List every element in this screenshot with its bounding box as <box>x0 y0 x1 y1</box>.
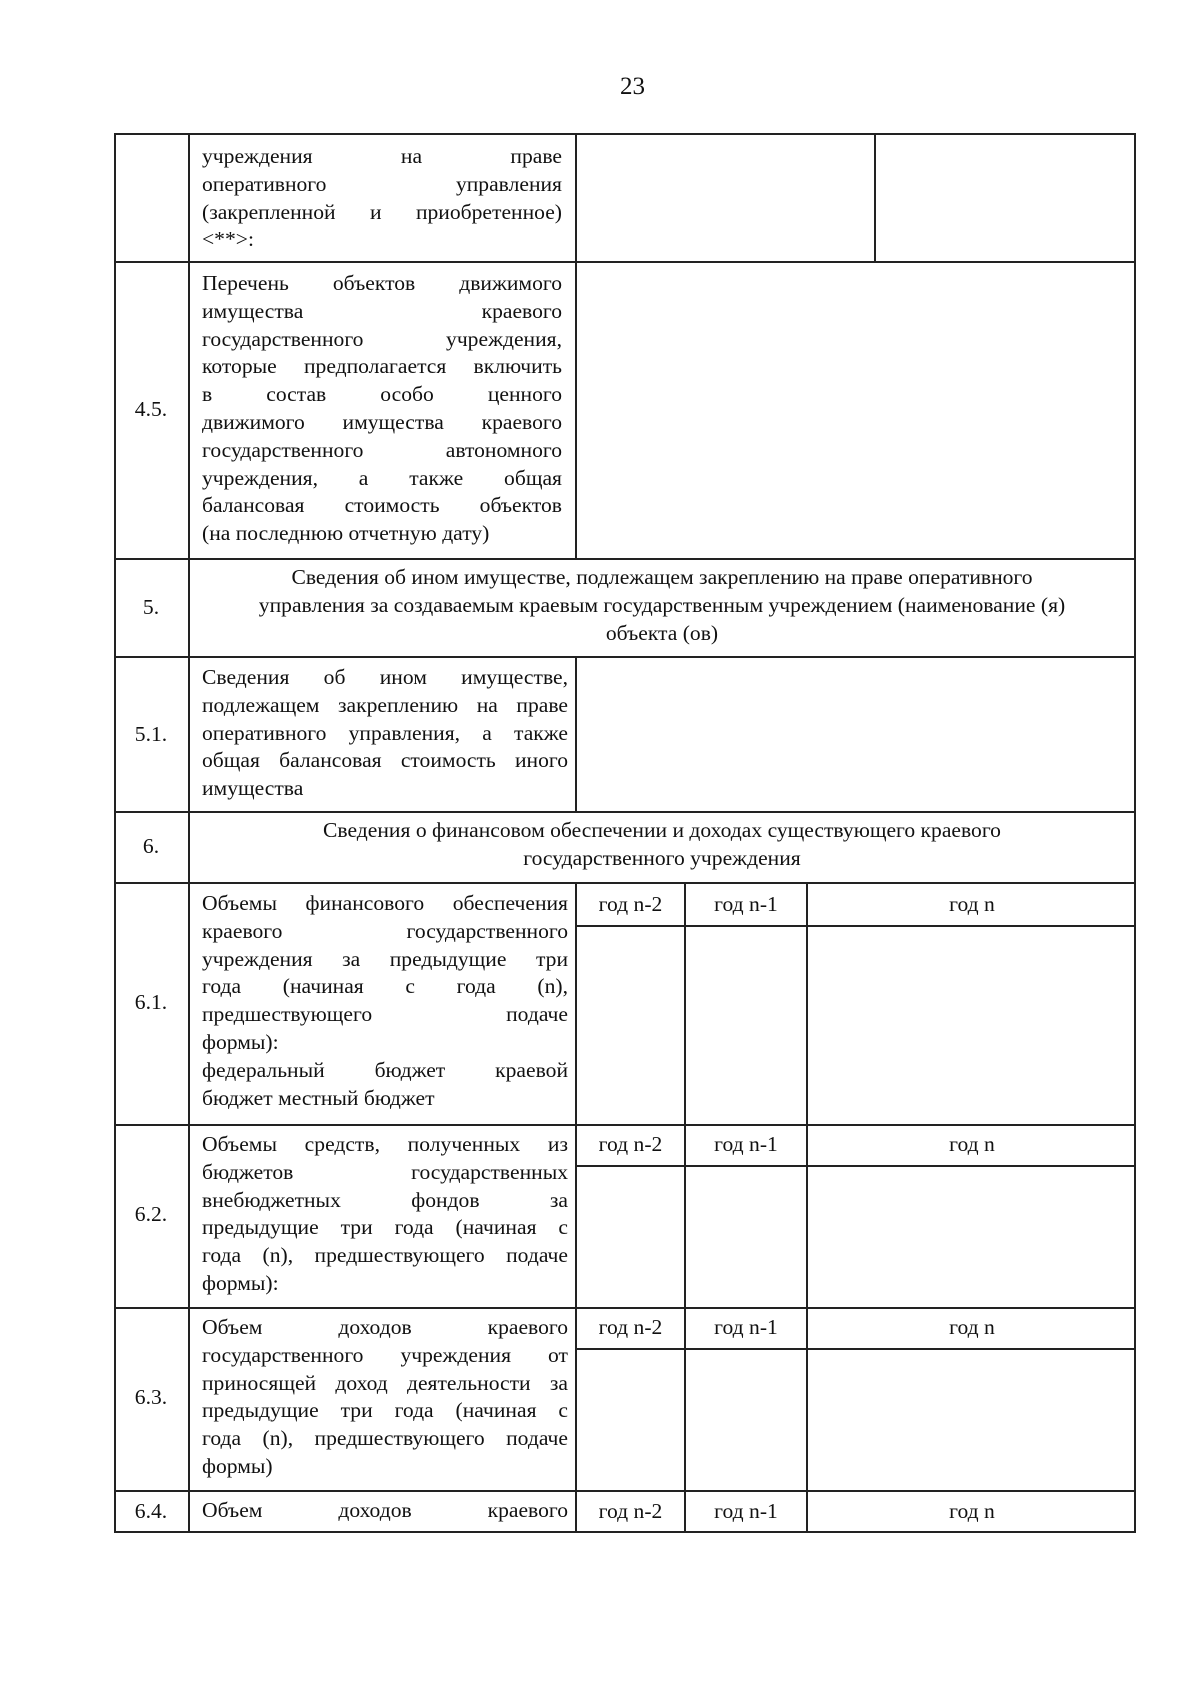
section-heading: Сведения об ином имуществе, подлежащем закреплению на праве оперативного управления за создаваемым краевым государственным учреждением (наименование (я) объекта (ов) <box>258 565 1066 645</box>
year-header-n-1: год n-1 <box>714 892 778 916</box>
extra-column-border <box>874 133 876 261</box>
page-number: 23 <box>620 73 645 100</box>
row-label: Перечень объектов движимого имущества краевого государственного учреждения, которые предполагается включить в состав особо ценного движимого имущества краевого государственного автономного учреждения, а также общая балансовая стоимость объектов (на последнюю отчетную дату) <box>202 271 562 546</box>
row-label: Сведения об ином имуществе, подлежащем закреплению на праве оперативного управления, а также общая балансовая стоимость иного имущества <box>202 665 568 801</box>
row-label: Объемы финансового обеспечения краевого государственного учреждения за предыдущие три года (начиная с года (n), предшествующего подаче формы): федеральный бюджет краевой бюджет местный бюджет <box>202 891 568 1110</box>
row-number: 6.2. <box>134 1202 168 1226</box>
year-header-border <box>575 1348 1136 1350</box>
section-number: 6. <box>142 834 160 858</box>
text-column-border <box>575 882 577 1533</box>
row-border <box>114 261 1136 263</box>
year-header-n-1: год n-1 <box>714 1315 778 1339</box>
row-label: Объемы средств, полученных из бюджетов государственных внебюджетных фондов за предыдущие три года (начиная с года (n), предшествующего подаче формы): <box>202 1132 568 1295</box>
year-header-border <box>575 1165 1136 1167</box>
year-header-n-2: год n-2 <box>598 1315 663 1339</box>
text-column-border <box>575 133 577 558</box>
year-header-n-2: год n-2 <box>598 1132 663 1156</box>
year-column-border <box>806 882 808 1533</box>
row-label: учреждения на праве оперативного управления (закрепленной и приобретенное) <**>: <box>202 144 562 252</box>
row-number: 6.1. <box>134 990 168 1014</box>
row-border <box>114 882 1136 884</box>
year-header-n-1: год n-1 <box>714 1132 778 1156</box>
section-heading: Сведения о финансовом обеспечении и доходах существующего краевого государственного учреждения <box>323 818 1001 870</box>
row-number: 5.1. <box>134 722 168 746</box>
text-column-border <box>575 656 577 811</box>
row-number: 6.3. <box>134 1385 168 1409</box>
row-border <box>114 1307 1136 1309</box>
year-header-n: год n <box>949 1132 995 1156</box>
section-number: 5. <box>142 595 160 619</box>
year-header-n: год n <box>949 892 995 916</box>
year-header-n-2: год n-2 <box>598 892 663 916</box>
row-number: 4.5. <box>134 397 168 421</box>
row-border <box>114 656 1136 658</box>
row-number: 6.4. <box>134 1499 168 1523</box>
year-header-n: год n <box>949 1315 995 1339</box>
year-header-border <box>575 925 1136 927</box>
row-label: Объем доходов краевого <box>202 1498 568 1522</box>
row-border <box>114 811 1136 813</box>
row-border <box>114 1124 1136 1126</box>
year-header-n-1: год n-1 <box>714 1499 778 1523</box>
year-header-n: год n <box>949 1499 995 1523</box>
row-label: Объем доходов краевого государственного учреждения от приносящей доход деятельности за предыдущие три года (начиная с года (n), предшествующего подаче формы) <box>202 1315 568 1478</box>
row-border <box>114 558 1136 560</box>
number-column-border <box>188 133 190 1533</box>
year-header-n-2: год n-2 <box>598 1499 663 1523</box>
year-column-border <box>684 882 686 1533</box>
row-border <box>114 1490 1136 1492</box>
